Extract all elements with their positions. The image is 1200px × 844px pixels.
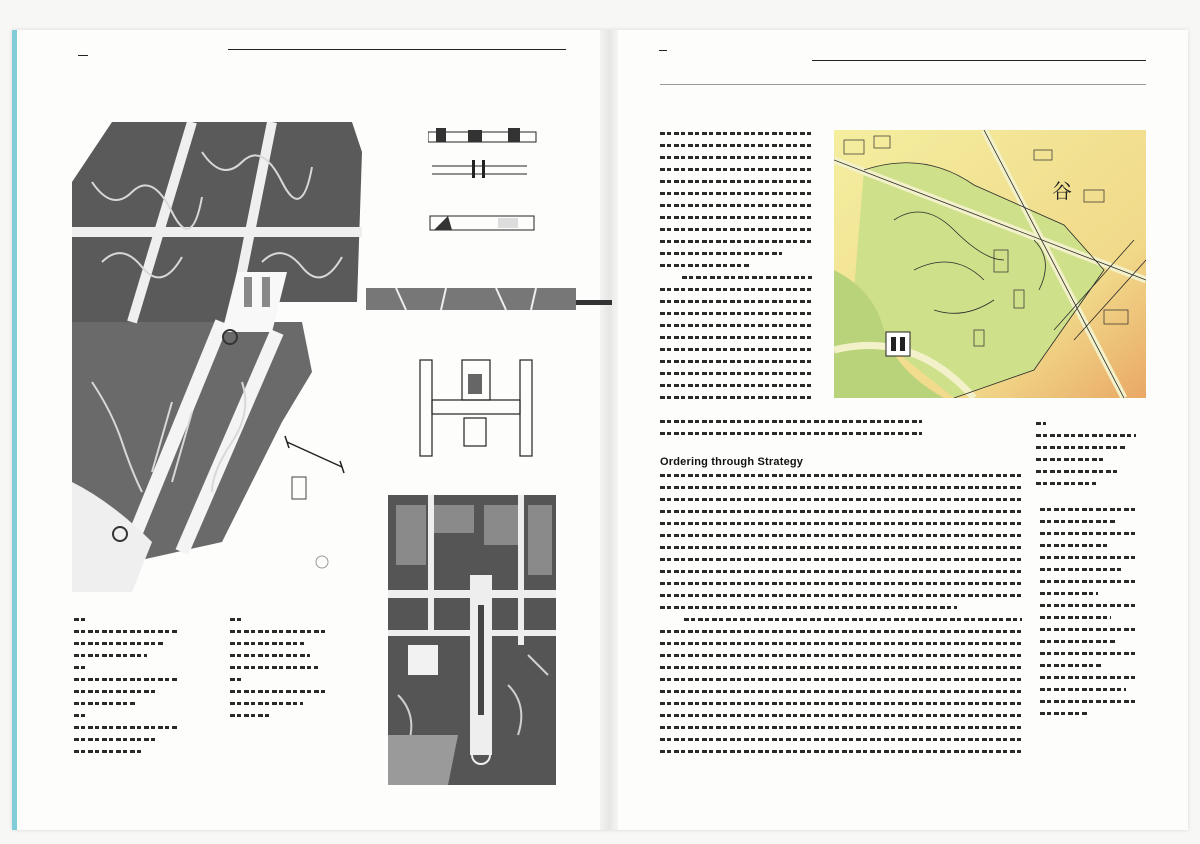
section-heading: Ordering through Strategy xyxy=(660,456,804,468)
elevation-diagram-3 xyxy=(428,212,538,234)
right-sidebar-caption-2 xyxy=(1040,508,1136,724)
section-strip xyxy=(366,280,614,312)
right-body-text-top xyxy=(660,132,812,408)
right-header-tick xyxy=(659,50,667,51)
cover-edge xyxy=(12,30,17,830)
right-body-text-spill xyxy=(660,420,922,444)
right-header-rule xyxy=(812,60,1146,61)
right-sidebar-caption-1 xyxy=(1036,422,1136,494)
elevation-diagram-2 xyxy=(432,158,532,180)
left-caption-column-2 xyxy=(230,618,328,726)
elevation-diagram-1 xyxy=(428,126,538,146)
left-caption-column-1 xyxy=(74,618,178,762)
left-header-rule-short xyxy=(78,55,88,56)
aerial-plan-photo xyxy=(388,495,556,785)
left-header-rule xyxy=(228,49,566,50)
right-body-text-main xyxy=(660,474,1022,762)
map-kanji-label: 谷 xyxy=(1052,179,1072,203)
color-site-map xyxy=(834,130,1146,398)
right-header-rule-thin xyxy=(660,84,1146,85)
page-gutter xyxy=(600,30,618,830)
plan-drawing xyxy=(416,356,538,460)
aerial-park-photo xyxy=(72,122,362,592)
